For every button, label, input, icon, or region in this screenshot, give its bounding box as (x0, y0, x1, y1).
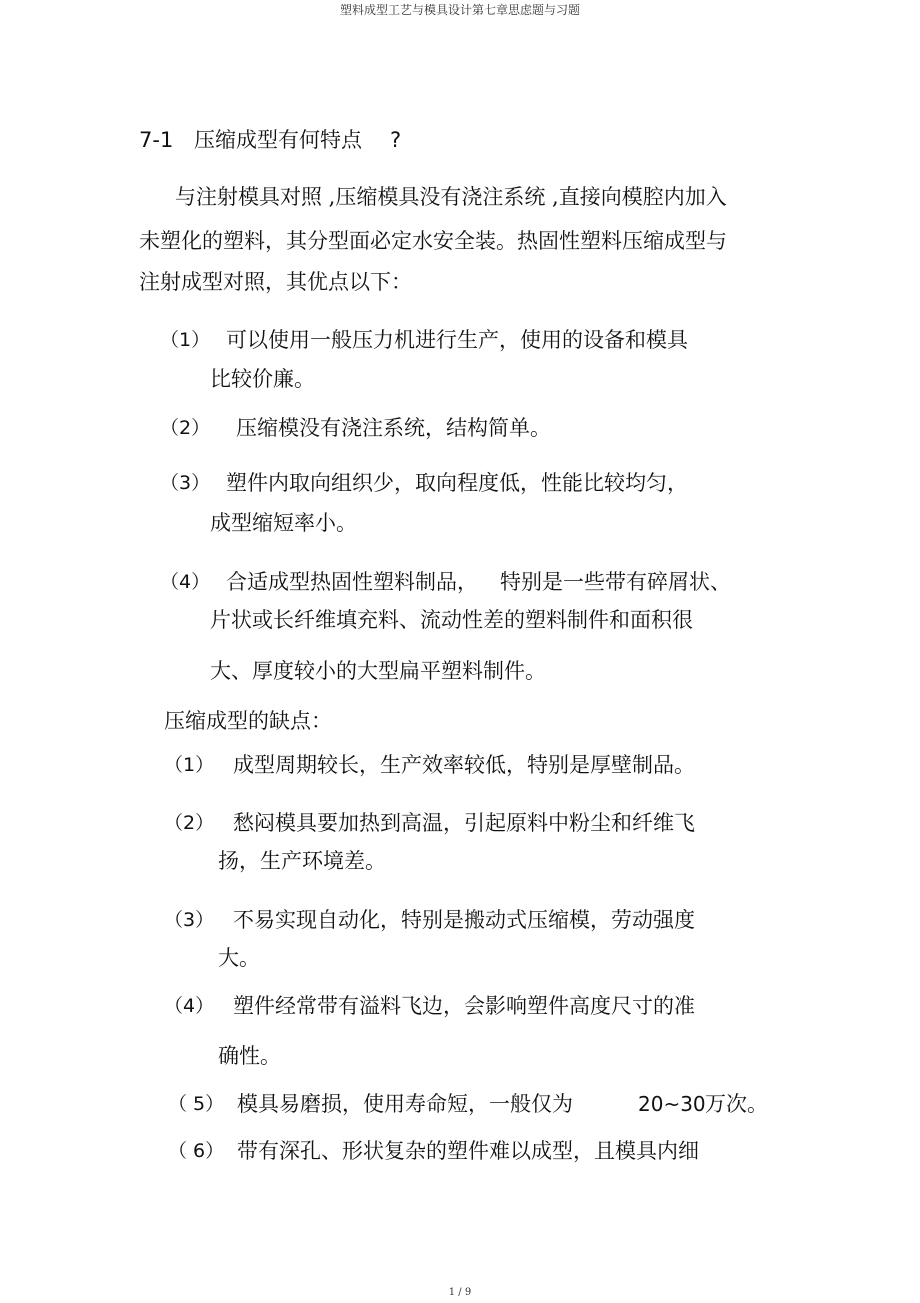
disadvantage-2-line-1: 愁闷模具要加热到高温，引起原料中粉尘和纤维飞 (233, 811, 695, 835)
disadvantage-3-line-2: 大。 (218, 946, 260, 970)
disadvantage-5-line-1a: 模具易磨损，使用寿命短，一般仅为 (237, 1092, 573, 1116)
question-title: 压缩成型有何特点 (194, 128, 362, 152)
disadvantage-1-number: （1） (164, 754, 215, 776)
advantage-1-line-1: 可以使用一般压力机进行生产，使用的设备和模具 (226, 328, 688, 352)
disadvantage-4-number: （4） (164, 995, 215, 1017)
advantage-2-line-1: 压缩模没有浇注系统，结构简单。 (236, 416, 551, 440)
disadvantage-4-line-1: 塑件经常带有溢料飞边，会影响塑件高度尺寸的准 (233, 994, 695, 1018)
intro-line-2: 未塑化的塑料，其分型面必定水安全装。热固性塑料压缩成型与 (139, 229, 727, 253)
advantage-1-line-2: 比较价廉。 (210, 367, 315, 391)
disadvantage-4-line-2: 确性。 (218, 1044, 281, 1068)
disadvantage-6-number: （ 6） (168, 1140, 225, 1162)
disadvantage-6-line-1: 带有深孔、形状复杂的塑件难以成型，且模具内细 (237, 1139, 699, 1163)
advantage-4-line-2: 片状或长纤维填充料、流动性差的塑料制件和面积很 (210, 608, 693, 632)
disadvantage-3-number: （3） (164, 909, 215, 931)
question-mark: ? (390, 128, 402, 152)
disadvantage-5-number: （ 5） (168, 1093, 225, 1115)
advantage-4-line-3: 大、厚度较小的大型扁平塑料制件。 (210, 659, 546, 683)
advantage-1-number: （1） (160, 329, 211, 351)
disadvantage-2-number: （2） (164, 812, 215, 834)
disadvantages-title: 压缩成型的缺点： (164, 709, 332, 733)
intro-line-1: 与注射模具对照 ,压缩模具没有浇注系统 ,直接向模腔内加入 (175, 185, 727, 209)
page-header: 塑料成型工艺与模具设计第七章思虑题与习题 (339, 3, 580, 17)
disadvantage-1-line-1: 成型周期较长，生产效率较低，特别是厚壁制品。 (233, 753, 695, 777)
advantage-4-number: （4） (160, 571, 211, 593)
advantage-2-number: （2） (160, 417, 211, 439)
page-footer: 1 / 9 (448, 1287, 472, 1298)
advantage-4-line-1a: 合适成型热固性塑料制品， (226, 570, 478, 594)
advantage-3-line-1: 塑件内取向组织少，取向程度低，性能比较均匀， (226, 471, 688, 495)
disadvantage-3-line-1: 不易实现自动化，特别是搬动式压缩模，劳动强度 (233, 908, 695, 932)
question-number: 7-1 (139, 128, 174, 152)
advantage-3-number: （3） (160, 472, 211, 494)
intro-line-3: 注射成型对照，其优点以下： (139, 270, 412, 294)
disadvantage-5-count: 20~30 (638, 1092, 706, 1116)
advantage-4-line-1b: 特别是一些带有碎屑状、 (500, 570, 731, 594)
disadvantage-2-line-2: 扬，生产环境差。 (218, 849, 386, 873)
advantage-3-line-2: 成型缩短率小。 (210, 511, 357, 535)
disadvantage-5-line-1b: 万次。 (705, 1092, 768, 1116)
